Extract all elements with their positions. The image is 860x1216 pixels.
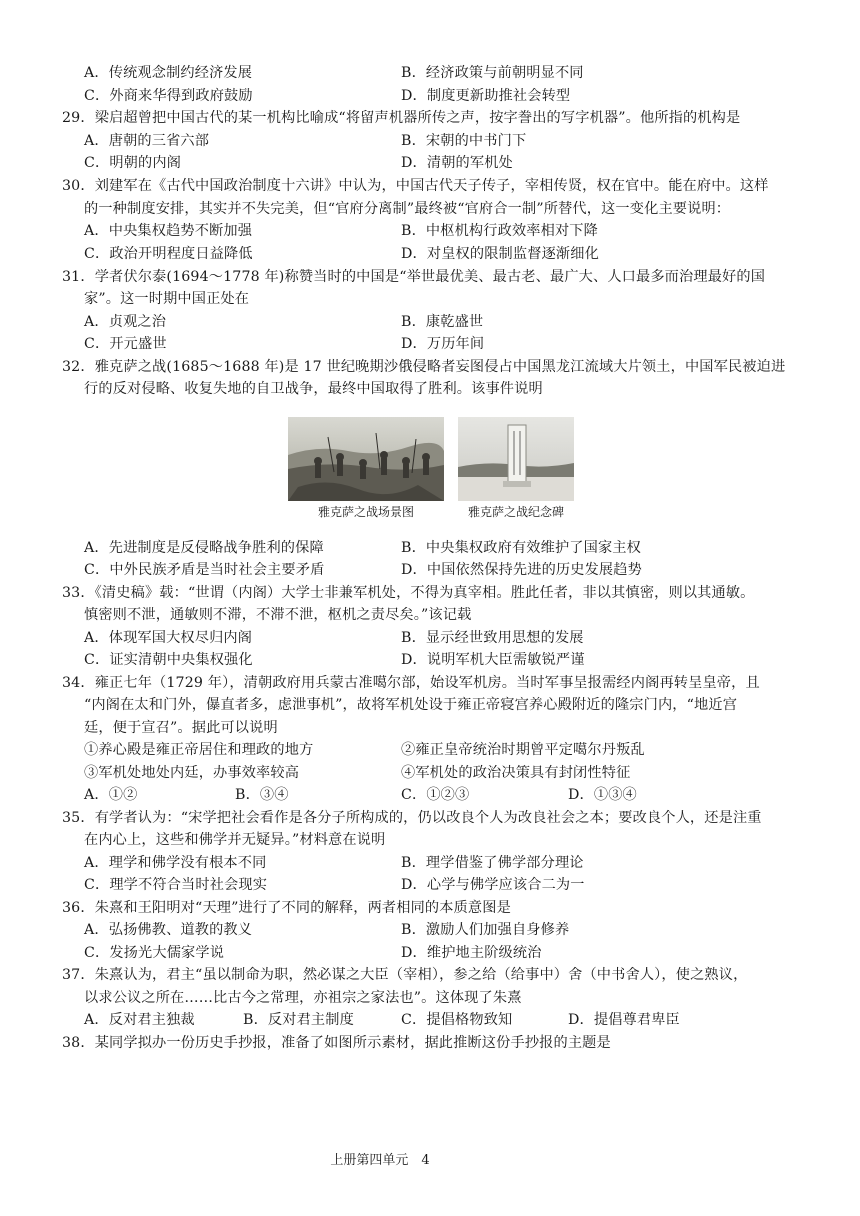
q30-stem-line1: 30．刘建军在《古代中国政治制度十六讲》中认为，中国古代天子传子，宰相传贤，权在官中。能在府中。这样 bbox=[62, 178, 769, 194]
q33-option-c: C．证实清朝中央集权强化 bbox=[84, 652, 253, 668]
q36-option-b: B．激励人们加强自身修养 bbox=[401, 922, 570, 938]
q34-option-b: B．③④ bbox=[235, 787, 289, 803]
q32-figure-monument bbox=[458, 417, 574, 521]
q34-option-c: C．①②③ bbox=[401, 787, 470, 803]
q29-stem: 29．梁启超曾把中国古代的某一机构比喻成“将留声机器所传之声，按字誊出的写字机器”。他所指的机构是 bbox=[62, 110, 741, 126]
q32-figure-battle-caption: 雅克萨之战场景图 bbox=[317, 505, 414, 519]
q32-stem-line2: 行的反对侵略、收复失地的自卫战争，最终中国取得了胜利。该事件说明 bbox=[84, 381, 543, 397]
q36-option-a: A．弘扬佛教、道教的教义 bbox=[84, 922, 253, 938]
q33-stem-line1: 33．《清史稿》载：“世谓（内阁）大学士非兼军机处，不得为真宰相。胜此任者，非以其慎密，则以其通敏。 bbox=[62, 585, 755, 601]
battle-scene-image bbox=[288, 417, 444, 501]
q29-option-c: C．明朝的内阁 bbox=[84, 155, 182, 171]
q35-option-a: A．理学和佛学没有根本不同 bbox=[84, 855, 267, 871]
q31-option-a: A．贞观之治 bbox=[84, 314, 167, 330]
q30-stem-line2: 的一种制度安排，其实并不失完美，但“官府分离制”最终被“官府合一制”所替代，这一变化主要说明： bbox=[84, 201, 731, 217]
page-footer: 上册第四单元 4 bbox=[330, 1153, 430, 1168]
q31-option-c: C．开元盛世 bbox=[84, 336, 167, 352]
q33-option-d: D．说明军机大臣需敏锐严谨 bbox=[401, 652, 585, 668]
q35-option-c: C．理学不符合当时社会现实 bbox=[84, 877, 268, 893]
q31-option-d: D．万历年间 bbox=[401, 336, 485, 352]
q34-statement-1: ①养心殿是雍正帝居住和理政的地方 bbox=[84, 742, 314, 758]
q37-stem-line2: 以求公议之所在……比古今之常理，亦祖宗之家法也”。这体现了朱熹 bbox=[84, 990, 522, 1006]
q32-figure-battle bbox=[288, 417, 444, 521]
q32-figures bbox=[288, 417, 574, 521]
q37-option-d: D．提倡尊君卑臣 bbox=[568, 1012, 680, 1028]
q28-option-c: C．外商来华得到政府鼓励 bbox=[84, 88, 253, 104]
q35-stem-line2: 在内心上，这些和佛学并无疑异。”材料意在说明 bbox=[84, 832, 386, 848]
q29-option-b: B．宋朝的中书门下 bbox=[401, 133, 527, 149]
q34-option-d: D．①③④ bbox=[568, 787, 637, 803]
q36-stem: 36．朱熹和王阳明对“天理”进行了不同的解释，两者相同的本质意图是 bbox=[62, 900, 511, 916]
q34-stem-line2: “内阁在太和门外，儤直者多，虑泄事机”，故将军机处设于雍正帝寝宫养心殿附近的隆宗门内，“地近宫 bbox=[84, 697, 738, 713]
q31-stem-line1: 31．学者伏尔泰(1694～1778 年)称赞当时的中国是“举世最优美、最古老、最广大、人口最多而治理最好的国 bbox=[62, 269, 766, 285]
q33-option-b: B．显示经世致用思想的发展 bbox=[401, 630, 584, 646]
q34-statement-4: ④军机处的政治决策具有封闭性特征 bbox=[401, 765, 631, 781]
q37-option-c: C．提倡格物致知 bbox=[401, 1012, 513, 1028]
q28-option-b: B．经济政策与前朝明显不同 bbox=[401, 65, 584, 81]
q32-option-a: A．先进制度是反侵略战争胜利的保障 bbox=[84, 540, 324, 556]
q30-option-b: B．中枢机构行政效率相对下降 bbox=[401, 223, 598, 239]
q32-option-c: C．中外民族矛盾是当时社会主要矛盾 bbox=[84, 562, 325, 578]
q34-stem-line1: 34．雍正七年（1729 年），清朝政府用兵蒙古准噶尔部，始设军机房。当时军事呈报需经内阁再转呈皇帝，且 bbox=[62, 675, 760, 691]
q32-figure-monument-caption: 雅克萨之战纪念碑 bbox=[467, 505, 564, 519]
q34-stem-line3: 廷，便于宣召”。据此可以说明 bbox=[84, 720, 278, 736]
q36-option-d: D．维护地主阶级统治 bbox=[401, 945, 542, 961]
q32-stem-line1: 32．雅克萨之战(1685～1688 年)是 17 世纪晚期沙俄侵略者妄图侵占中国黑龙江流域大片领土，中国军民被迫进 bbox=[62, 359, 786, 375]
q37-stem-line1: 37．朱熹认为，君主“虽以制命为职，然必谋之大臣（宰相），参之给（给事中）舍（中书舍人），使之熟议， bbox=[62, 967, 748, 983]
q34-statement-2: ②雍正皇帝统治时期曾平定噶尔丹叛乱 bbox=[401, 742, 645, 758]
q36-option-c: C．发扬光大儒家学说 bbox=[84, 945, 225, 961]
q29-option-a: A．唐朝的三省六部 bbox=[84, 133, 210, 149]
q29-option-d: D．清朝的军机处 bbox=[401, 155, 513, 171]
q28-option-a: A．传统观念制约经济发展 bbox=[84, 65, 253, 81]
q38-stem: 38．某同学拟办一份历史手抄报，准备了如图所示素材，据此推断这份手抄报的主题是 bbox=[62, 1035, 611, 1051]
q33-option-a: A．体现军国大权尽归内阁 bbox=[84, 630, 253, 646]
q31-stem-line2: 家”。这一时期中国正处在 bbox=[84, 291, 250, 307]
q33-stem-line2: 慎密则不泄，通敏则不滞，不滞不泄，枢机之责尽矣。”该记载 bbox=[84, 607, 472, 623]
q28-option-d: D．制度更新助推社会转型 bbox=[401, 88, 571, 104]
q30-option-a: A．中央集权趋势不断加强 bbox=[84, 223, 253, 239]
q32-option-b: B．中央集权政府有效维护了国家主权 bbox=[401, 540, 641, 556]
q34-option-a: A．①② bbox=[84, 787, 138, 803]
monument-image bbox=[458, 417, 574, 501]
q30-option-d: D．对皇权的限制监督逐渐细化 bbox=[401, 246, 599, 262]
q30-option-c: C．政治开明程度日益降低 bbox=[84, 246, 253, 262]
q34-statement-3: ③军机处地处内廷，办事效率较高 bbox=[84, 765, 300, 781]
q31-option-b: B．康乾盛世 bbox=[401, 314, 484, 330]
q35-option-b: B．理学借鉴了佛学部分理论 bbox=[401, 855, 584, 871]
q35-option-d: D．心学与佛学应该合二为一 bbox=[401, 877, 585, 893]
q32-option-d: D．中国依然保持先进的历史发展趋势 bbox=[401, 562, 642, 578]
q35-stem-line1: 35．有学者认为：“宋学把社会看作是各分子所构成的，仍以改良个人为改良社会之本；要改良个人，还是注重 bbox=[62, 810, 762, 826]
q37-option-a: A．反对君主独裁 bbox=[84, 1012, 195, 1028]
q37-option-b: B．反对君主制度 bbox=[243, 1012, 354, 1028]
